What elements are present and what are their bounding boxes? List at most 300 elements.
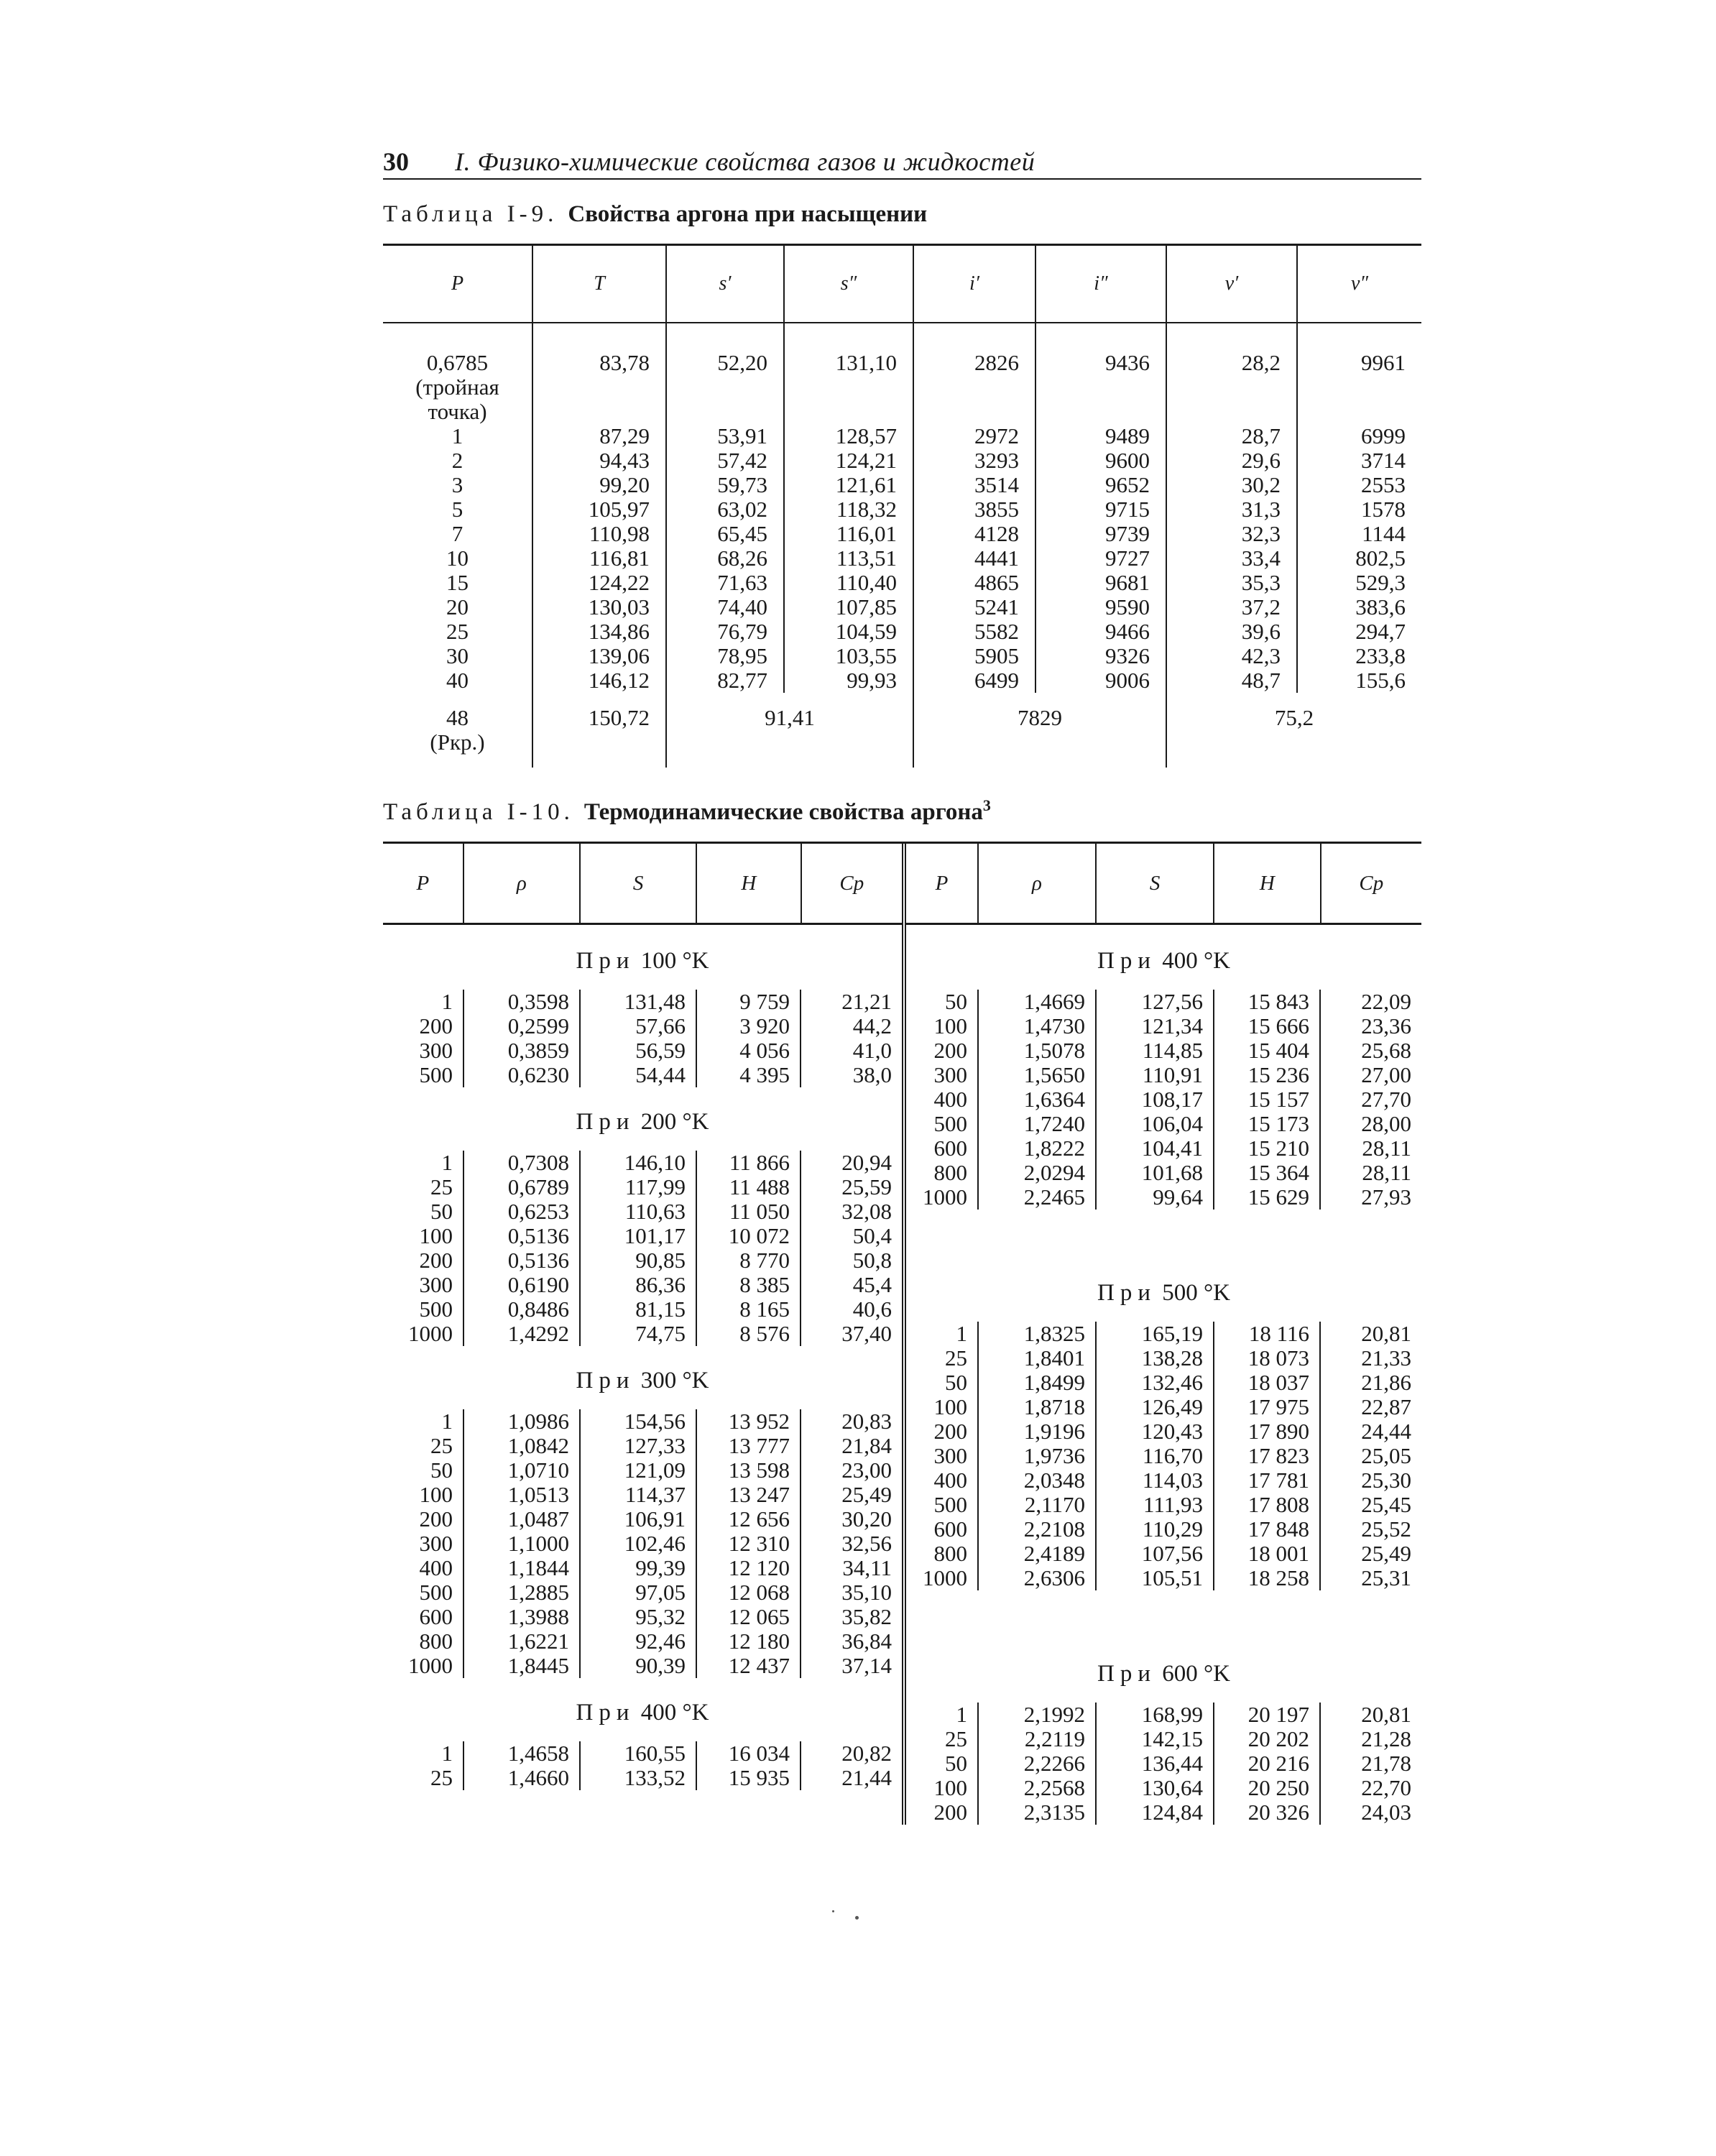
temperature-section (906, 1659, 1421, 1825)
table10-cell: 400 (933, 1468, 967, 1493)
table10-cell: 24,03 (1320, 1800, 1421, 1825)
table9-cell: 28,7 (1166, 424, 1297, 448)
table10-cell: 23,36 (1320, 1014, 1421, 1038)
table10-cell: 17 823 (1214, 1444, 1320, 1468)
table10-row (906, 1703, 1421, 1727)
table10-row (383, 1063, 902, 1087)
table10-cell: 110,63 (580, 1199, 696, 1224)
table10-cell: 500 (419, 1580, 453, 1605)
table10-cell: 20,94 (801, 1151, 902, 1175)
table10-row (906, 1063, 1421, 1087)
table10-cell: 13 247 (696, 1483, 801, 1507)
table10-cell: 20 216 (1214, 1751, 1320, 1776)
table10-cell: 50 (430, 1199, 453, 1224)
table10-cell: 105,51 (1096, 1566, 1214, 1590)
table9-cell: 105,97 (532, 497, 666, 522)
table9-cell: 2553 (1297, 473, 1421, 497)
table10-cell: 1,7240 (978, 1112, 1096, 1136)
table10-cell: 131,48 (580, 990, 696, 1014)
table10-cell: 11 050 (696, 1199, 801, 1224)
header-rule (383, 178, 1421, 180)
table10-cell: 136,44 (1096, 1751, 1214, 1776)
print-speck (855, 1916, 859, 1920)
table10-cell: 25 (430, 1765, 453, 1790)
table10-cell: 100 (933, 1775, 967, 1800)
table10-row (383, 1556, 902, 1580)
table9-cell: 113,51 (784, 546, 913, 571)
table9-cell: 28,2 (1166, 323, 1297, 424)
table9-header: T (532, 245, 666, 323)
table10-header: P (416, 871, 430, 895)
table10-cell: 138,28 (1096, 1346, 1214, 1370)
table9-title: Свойства аргона при насыщении (568, 201, 928, 227)
table10-cell: 81,15 (580, 1297, 696, 1322)
table10-cell: 86,36 (580, 1273, 696, 1297)
table10-cell: 97,05 (580, 1580, 696, 1605)
table9 (383, 244, 1421, 768)
table9-cell: 233,8 (1297, 644, 1421, 668)
table9-cell: 9681 (1035, 571, 1166, 595)
table10-cell: 1 (441, 1741, 453, 1766)
table10-cell: 15 210 (1214, 1136, 1320, 1161)
section-temperature: 100 °K (640, 948, 709, 974)
table10-cell: 1000 (923, 1184, 967, 1210)
table9-cell: 155,6 (1297, 668, 1421, 693)
table10-right-sections (906, 946, 1421, 1825)
table9-cell: 42,3 (1166, 644, 1297, 668)
table10-cell: 1,6221 (463, 1629, 580, 1654)
table10-row (906, 1161, 1421, 1185)
table10-cell: 45,4 (801, 1273, 902, 1297)
table10-row (906, 1800, 1421, 1825)
table10-cell: 20,82 (801, 1741, 902, 1766)
table9-cell: 33,4 (1166, 546, 1297, 571)
table10-cell: 17 808 (1214, 1493, 1320, 1517)
table10-cell: 4 056 (696, 1038, 801, 1063)
table10-row (383, 1248, 902, 1273)
table10-cell: 3 920 (696, 1014, 801, 1038)
table10-cell: 1,6364 (978, 1087, 1096, 1112)
table10-cell: 0,3859 (463, 1038, 580, 1063)
table9-cell: 3714 (1297, 448, 1421, 473)
table9-cell: 110,40 (784, 571, 913, 595)
table10-cell: 400 (933, 1087, 967, 1112)
section-prefix: При (1097, 948, 1156, 974)
table10-cell: 300 (419, 1272, 453, 1297)
table9-cell: 139,06 (532, 644, 666, 668)
table10-row (906, 1395, 1421, 1419)
table9-cell: 103,55 (784, 644, 913, 668)
table10-header: ρ (463, 844, 579, 923)
table9-cell: 91,41 (666, 693, 913, 768)
table10-cell: 130,64 (1096, 1776, 1214, 1800)
table10-cell: 1,0986 (463, 1409, 580, 1434)
table10-cell: 16 034 (696, 1741, 801, 1766)
table9-cell: 4128 (913, 522, 1035, 546)
table10-cell: 8 770 (696, 1248, 801, 1273)
table10-cell: 1,5078 (978, 1038, 1096, 1063)
temperature-section (906, 1279, 1421, 1590)
table9-cell: 48,7 (1166, 668, 1297, 693)
table10-cell: 28,00 (1320, 1112, 1421, 1136)
table9-cell: 25 (446, 619, 469, 644)
table10-cell: 124,84 (1096, 1800, 1214, 1825)
table9-cell: 76,79 (666, 619, 784, 644)
table10-cell: 1,8499 (978, 1370, 1096, 1395)
table10-row (906, 1185, 1421, 1210)
table10-cell: 0,2599 (463, 1014, 580, 1038)
table10-cell: 1,1000 (463, 1531, 580, 1556)
table10-cell: 110,91 (1096, 1063, 1214, 1087)
table10-header: Cp (1320, 844, 1421, 923)
table10-cell: 300 (419, 1038, 453, 1063)
table10-cell: 56,59 (580, 1038, 696, 1063)
triple-point-pressure: 0,6785 (426, 350, 489, 375)
table10-cell: 27,93 (1320, 1185, 1421, 1210)
table10-cell: 165,19 (1096, 1322, 1214, 1346)
table10-cell: 8 576 (696, 1322, 801, 1346)
table10-cell: 300 (933, 1443, 967, 1468)
table10-cell: 50,4 (801, 1224, 902, 1248)
table10-cell: 600 (933, 1516, 967, 1542)
table10-cell: 27,70 (1320, 1087, 1421, 1112)
triple-point-note: (тройная (415, 374, 499, 400)
section-temperature: 300 °K (640, 1368, 709, 1393)
table9-cell: 124,22 (532, 571, 666, 595)
table10-cell: 1,4669 (978, 990, 1096, 1014)
table10-cell: 25,49 (801, 1483, 902, 1507)
table9-cell: 99,20 (532, 473, 666, 497)
table9-cell: 9436 (1035, 323, 1166, 424)
table9-cell: 116,01 (784, 522, 913, 546)
table9-cell: 116,81 (532, 546, 666, 571)
table10-cell: 114,37 (580, 1483, 696, 1507)
table10-cell: 10 072 (696, 1224, 801, 1248)
table10-row (906, 1517, 1421, 1542)
table9-header: v″ (1297, 245, 1421, 323)
table9-cell: 9961 (1297, 323, 1421, 424)
triple-point-note: точка) (428, 399, 487, 424)
table9-cell: 20 (446, 594, 469, 619)
table9-triple-point-row (383, 323, 1421, 424)
table10-row (383, 1629, 902, 1654)
table10-row (906, 1542, 1421, 1566)
table10-cell: 25,31 (1320, 1566, 1421, 1590)
table10-row (906, 1493, 1421, 1517)
table10-cell: 100 (933, 1394, 967, 1419)
table10-cell: 200 (933, 1038, 967, 1063)
table10-cell: 300 (419, 1531, 453, 1556)
table9-cell: 3 (451, 472, 463, 497)
table10-cell: 1,8401 (978, 1346, 1096, 1370)
table9-cell: 83,78 (532, 323, 666, 424)
table10-cell: 1,3988 (463, 1605, 580, 1629)
table10-cell: 17 975 (1214, 1395, 1320, 1419)
table9-cell: 30 (446, 643, 469, 668)
table9-cell: 128,57 (784, 424, 913, 448)
table10-cell: 13 952 (696, 1409, 801, 1434)
table9-cell: 104,59 (784, 619, 913, 644)
table10-cell: 15 364 (1214, 1161, 1320, 1185)
table9-cell: 1 (451, 423, 463, 448)
table10-cell: 28,11 (1320, 1136, 1421, 1161)
table10-cell: 90,85 (580, 1248, 696, 1273)
section-title (383, 1698, 902, 1727)
table10-cell: 142,15 (1096, 1727, 1214, 1751)
table10-cell: 99,39 (580, 1556, 696, 1580)
table10-cell: 600 (419, 1604, 453, 1629)
table10-cell: 800 (933, 1541, 967, 1566)
table10-cell: 15 843 (1214, 990, 1320, 1014)
table10-row (906, 1038, 1421, 1063)
table10-cell: 1000 (408, 1321, 453, 1346)
table10-cell: 11 866 (696, 1151, 801, 1175)
table10-row (906, 1014, 1421, 1038)
table9-row (383, 522, 1421, 546)
table10-cell: 21,86 (1320, 1370, 1421, 1395)
table10-cell: 50 (945, 1751, 967, 1776)
table10-cell: 12 180 (696, 1629, 801, 1654)
table10-header: H (696, 844, 800, 923)
table10-header-row (383, 844, 902, 925)
table10-row (906, 1751, 1421, 1776)
table10-cell: 13 598 (696, 1458, 801, 1483)
table10-cell: 2,2119 (978, 1727, 1096, 1751)
table10-cell: 54,44 (580, 1063, 696, 1087)
table10-cell: 50 (945, 989, 967, 1014)
book-page (383, 141, 1421, 1825)
table10-cell: 0,8486 (463, 1297, 580, 1322)
table10-cell: 106,91 (580, 1507, 696, 1531)
table9-header-row (383, 245, 1421, 323)
table10-cell: 25,45 (1320, 1493, 1421, 1517)
table10-cell: 18 001 (1214, 1542, 1320, 1566)
table9-cell: 31,3 (1166, 497, 1297, 522)
table10-cell: 8 165 (696, 1297, 801, 1322)
table10-row (383, 1483, 902, 1507)
table10-cell: 0,6190 (463, 1273, 580, 1297)
table10-cell: 200 (419, 1248, 453, 1273)
table9-cell: 3514 (913, 473, 1035, 497)
table10-cell: 1 (441, 989, 453, 1014)
table10-cell: 2,6306 (978, 1566, 1096, 1590)
table10-cell: 117,99 (580, 1175, 696, 1199)
table10-cell: 35,10 (801, 1580, 902, 1605)
table9-cell: 9600 (1035, 448, 1166, 473)
table10-cell: 120,43 (1096, 1419, 1214, 1444)
table10-row (906, 1776, 1421, 1800)
table9-cell: 294,7 (1297, 619, 1421, 644)
table10-cell: 2,2465 (978, 1185, 1096, 1210)
table9-cell: 150,72 (532, 693, 666, 768)
table10-cell: 15 935 (696, 1766, 801, 1790)
table9-header: i′ (913, 245, 1035, 323)
table9-cell: 32,3 (1166, 522, 1297, 546)
table10-cell: 30,20 (801, 1507, 902, 1531)
section-table (906, 1703, 1421, 1825)
table10-cell: 20,81 (1320, 1703, 1421, 1727)
table10-cell: 1 (956, 1321, 967, 1346)
table10-row (906, 1112, 1421, 1136)
table9-cell: 9715 (1035, 497, 1166, 522)
table10-cell: 17 848 (1214, 1517, 1320, 1542)
table10-cell: 1,2885 (463, 1580, 580, 1605)
table10-row (906, 1566, 1421, 1590)
table10-cell: 20 202 (1214, 1727, 1320, 1751)
table10-cell: 107,56 (1096, 1542, 1214, 1566)
table10-cell: 1 (441, 1150, 453, 1175)
table9-cell: 4441 (913, 546, 1035, 571)
table10-cell: 40,6 (801, 1297, 902, 1322)
table10-cell: 200 (933, 1800, 967, 1825)
table10-cell: 99,64 (1096, 1185, 1214, 1210)
table9-cell: 68,26 (666, 546, 784, 571)
table10-cell: 2,1992 (978, 1703, 1096, 1727)
table9-cell: 37,2 (1166, 595, 1297, 619)
table10-cell: 25,52 (1320, 1517, 1421, 1542)
table10-header: ρ (977, 844, 1095, 923)
table10-cell: 0,6253 (463, 1199, 580, 1224)
table10-row (383, 1507, 902, 1531)
table10-cell: 1,4292 (463, 1322, 580, 1346)
table9-cell: 9006 (1035, 668, 1166, 693)
table10-header: S (1095, 844, 1213, 923)
table9-cell: 146,12 (532, 668, 666, 693)
table10-cell: 24,44 (1320, 1419, 1421, 1444)
table10-cell: 1,0842 (463, 1434, 580, 1458)
table10-cell: 1000 (408, 1653, 453, 1678)
section-table (906, 990, 1421, 1210)
table10-cell: 116,70 (1096, 1444, 1214, 1468)
table10-cell: 4 395 (696, 1063, 801, 1087)
table9-row (383, 668, 1421, 693)
table10-cell: 100 (933, 1013, 967, 1038)
table10-cell: 22,09 (1320, 990, 1421, 1014)
table9-cell: 99,93 (784, 668, 913, 693)
table9-cell: 5905 (913, 644, 1035, 668)
table10-cell: 21,84 (801, 1434, 902, 1458)
table10-cell: 1 (441, 1409, 453, 1434)
table10-cell: 200 (419, 1506, 453, 1531)
table10-cell: 1,8222 (978, 1136, 1096, 1161)
table10-cell: 300 (933, 1062, 967, 1087)
table10-label: Таблица I-10. (383, 799, 574, 825)
table9-row (383, 619, 1421, 644)
table10-cell: 27,00 (1320, 1063, 1421, 1087)
table9-cell: 9590 (1035, 595, 1166, 619)
table10-cell: 0,5136 (463, 1248, 580, 1273)
table10-row (383, 1014, 902, 1038)
section-prefix: При (576, 1368, 635, 1393)
section-table (383, 1409, 902, 1678)
table9-row (383, 497, 1421, 522)
table10-left-sections (383, 946, 902, 1790)
table10-cell: 22,70 (1320, 1776, 1421, 1800)
critical-note: (Pкр.) (430, 729, 485, 755)
table10-row (906, 1370, 1421, 1395)
table10-row (383, 1409, 902, 1434)
table10 (383, 842, 1421, 1825)
table10-cell: 110,29 (1096, 1517, 1214, 1542)
table9-cell: 82,77 (666, 668, 784, 693)
table10-cell: 121,09 (580, 1458, 696, 1483)
section-table (383, 990, 902, 1087)
section-temperature: 400 °K (1162, 948, 1231, 974)
table10-cell: 2,4189 (978, 1542, 1096, 1566)
table10-cell: 121,34 (1096, 1014, 1214, 1038)
table9-cell: 107,85 (784, 595, 913, 619)
table10-cell: 15 173 (1214, 1112, 1320, 1136)
table10-cell: 15 404 (1214, 1038, 1320, 1063)
table10-reference: 3 (982, 796, 991, 814)
table10-cell: 2,2266 (978, 1751, 1096, 1776)
table10-row (383, 1741, 902, 1766)
table9-cell: 2 (451, 448, 463, 473)
table10-cell: 15 629 (1214, 1185, 1320, 1210)
table9-header: s″ (784, 245, 913, 323)
table10-cell: 50,8 (801, 1248, 902, 1273)
table10-row (906, 1444, 1421, 1468)
table10-cell: 0,6789 (463, 1175, 580, 1199)
table10-cell: 800 (419, 1628, 453, 1654)
table10-cell: 18 116 (1214, 1322, 1320, 1346)
table10-cell: 1000 (923, 1565, 967, 1590)
table9-cell: 9652 (1035, 473, 1166, 497)
table10-cell: 23,00 (801, 1458, 902, 1483)
table10-cell: 15 666 (1214, 1014, 1320, 1038)
table10-cell: 92,46 (580, 1629, 696, 1654)
table10-cell: 500 (419, 1296, 453, 1322)
table10-cell: 25 (945, 1345, 967, 1370)
table10-row (383, 1038, 902, 1063)
table10-cell: 400 (419, 1555, 453, 1580)
chapter-title: I. Физико-химические свойства газов и жидкостей (455, 147, 1035, 176)
table9-cell: 78,95 (666, 644, 784, 668)
table10-cell: 111,93 (1096, 1493, 1214, 1517)
table9-cell: 9727 (1035, 546, 1166, 571)
table10-cell: 168,99 (1096, 1703, 1214, 1727)
table9-row (383, 473, 1421, 497)
table9-header: v′ (1166, 245, 1297, 323)
table10-cell: 12 437 (696, 1654, 801, 1678)
table10-cell: 2,1170 (978, 1493, 1096, 1517)
table9-cell: 121,61 (784, 473, 913, 497)
table10-cell: 25,49 (1320, 1542, 1421, 1566)
table9-cell: 29,6 (1166, 448, 1297, 473)
section-temperature: 600 °K (1162, 1661, 1231, 1687)
table9-header: s′ (666, 245, 784, 323)
table9-cell: 57,42 (666, 448, 784, 473)
section-prefix: При (1097, 1661, 1156, 1687)
table10-row (383, 1605, 902, 1629)
temperature-section (383, 1698, 902, 1790)
table9-row (383, 546, 1421, 571)
table9-cell: 53,91 (666, 424, 784, 448)
table9-cell: 529,3 (1297, 571, 1421, 595)
table10-cell: 1,8325 (978, 1322, 1096, 1346)
table10-row (383, 1224, 902, 1248)
table10-cell: 18 073 (1214, 1346, 1320, 1370)
table9-cell: 5 (451, 497, 463, 522)
table10-cell: 1,5650 (978, 1063, 1096, 1087)
table10-cell: 28,11 (1320, 1161, 1421, 1185)
table10-row (383, 1580, 902, 1605)
section-prefix: При (576, 1700, 635, 1726)
table9-cell: 6999 (1297, 424, 1421, 448)
table9-cell: 3293 (913, 448, 1035, 473)
section-prefix: При (576, 948, 635, 974)
table10-cell: 50 (430, 1457, 453, 1483)
